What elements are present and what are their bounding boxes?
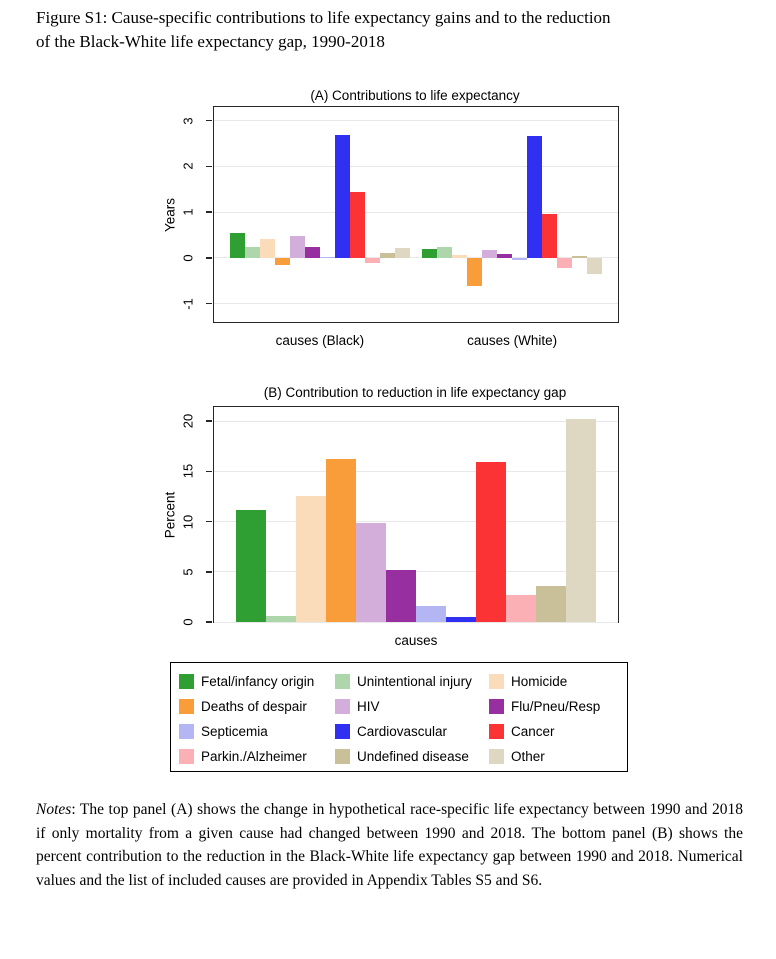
legend-item-fetal-infancy-origin [179, 674, 335, 689]
gridline-y-3 [214, 120, 618, 121]
bar-parkin-alzheimer [365, 258, 380, 263]
bar-unintentional-injury [437, 247, 452, 258]
gridline-y-2 [214, 166, 618, 167]
legend-swatch-fetal-infancy-origin [179, 674, 194, 689]
bar-deaths-of-despair [326, 459, 356, 622]
bar-undefined-disease [572, 256, 587, 258]
legend-swatch-parkin-alzheimer [179, 749, 194, 764]
legend-label-septicemia: Septicemia [201, 724, 268, 739]
legend-label-hiv: HIV [357, 699, 380, 714]
legend-grid [171, 663, 627, 769]
legend-swatch-septicemia [179, 724, 194, 739]
y-tick-15 [206, 471, 212, 473]
bar-homicide [452, 255, 467, 258]
legend-swatch-undefined-disease [335, 749, 350, 764]
bar-hiv [482, 250, 497, 258]
bar-other [395, 248, 410, 258]
legend-label-other: Other [511, 749, 545, 764]
y-tick-0 [206, 257, 212, 259]
bar-fetal-infancy-origin [422, 249, 437, 258]
legend-label-parkin-alzheimer: Parkin./Alzheimer [201, 749, 307, 764]
legend-item-undefined-disease [335, 749, 489, 764]
bar-other [587, 258, 602, 274]
gridline-y--1 [214, 303, 618, 304]
gridline-y-15 [214, 471, 618, 472]
panel-a [160, 87, 626, 352]
y-tick-1 [206, 211, 212, 213]
legend-item-homicide [489, 674, 627, 689]
legend-swatch-other [489, 749, 504, 764]
y-tick-label-0: 0 [180, 254, 196, 262]
panel-b-plot-area [162, 406, 619, 648]
legend-item-septicemia [179, 724, 335, 739]
panel-a-title: (A) Contributions to life expectancy [310, 88, 520, 103]
legend-label-flu-pneu-resp: Flu/Pneu/Resp [511, 699, 601, 714]
y-tick-label-1: 1 [180, 208, 196, 216]
y-tick-10 [206, 521, 212, 523]
x-axis-title: causes [394, 633, 438, 648]
y-axis-title: Years [162, 197, 178, 232]
bar-other [566, 419, 596, 622]
bar-cancer [350, 192, 365, 258]
y-tick-5 [206, 571, 212, 573]
bar-deaths-of-despair [467, 258, 482, 286]
y-tick-2 [206, 166, 212, 168]
figure-title [36, 6, 752, 53]
bar-flu-pneu-resp [386, 570, 416, 622]
y-tick-label-15: 15 [180, 464, 196, 479]
notes-label: Notes [36, 801, 72, 818]
legend-item-deaths-of-despair [179, 699, 335, 714]
y-tick-label-20: 20 [180, 413, 196, 429]
bar-cancer [476, 462, 506, 622]
legend-item-cancer [489, 724, 627, 739]
bar-cardiovascular [335, 135, 350, 258]
bar-hiv [356, 523, 386, 622]
legend-label-undefined-disease: Undefined disease [357, 749, 469, 764]
bar-fetal-infancy-origin [230, 233, 245, 258]
figure-title-line2: of the Black-White life expectancy gap, 1990-2018 [36, 31, 385, 51]
legend-item-cardiovascular [335, 724, 489, 739]
bar-septicemia [512, 258, 527, 260]
group-label-causes-black: causes (Black) [275, 333, 365, 348]
bar-fetal-infancy-origin [236, 510, 266, 622]
bar-cardiovascular [446, 617, 476, 622]
bar-flu-pneu-resp [305, 247, 320, 258]
panel-b-title: (B) Contribution to reduction in life expectancy gap [263, 385, 567, 400]
bar-septicemia [416, 606, 446, 622]
gridline-y-1 [214, 212, 618, 213]
y-tick-label-0: 0 [180, 618, 196, 626]
y-tick-label--1: -1 [180, 297, 196, 310]
panel-b [160, 384, 626, 649]
y-tick-label-10: 10 [180, 514, 196, 529]
legend-swatch-flu-pneu-resp [489, 699, 504, 714]
gridline-y-10 [214, 521, 618, 522]
legend-label-unintentional-injury: Unintentional injury [357, 674, 472, 689]
y-tick-20 [206, 420, 212, 422]
y-tick-label-3: 3 [180, 117, 196, 125]
bar-undefined-disease [380, 253, 395, 258]
bar-homicide [296, 496, 326, 622]
bar-undefined-disease [536, 586, 566, 622]
legend-label-fetal-infancy-origin: Fetal/infancy origin [201, 674, 315, 689]
y-tick-0 [206, 621, 212, 623]
y-tick-label-5: 5 [180, 568, 196, 576]
notes-text: : The top panel (A) shows the change in hypothetical race-specific life expectancy between 1990 and 2018 if only mortality from a given cause had changed between 1990 and 2018. The bottom panel (B) shows the percent contribution to the reduction in the Black-White life expectancy gap between 1990 and 2018. Numerical values and the list of included causes are provided in Appendix Tables S5 and S6. [36, 801, 743, 889]
legend-item-hiv [335, 699, 489, 714]
legend-label-deaths-of-despair: Deaths of despair [201, 699, 307, 714]
legend-label-homicide: Homicide [511, 674, 568, 689]
legend-swatch-homicide [489, 674, 504, 689]
legend-swatch-cancer [489, 724, 504, 739]
y-tick-3 [206, 120, 212, 122]
legend-swatch-hiv [335, 699, 350, 714]
legend-swatch-cardiovascular [335, 724, 350, 739]
notes-paragraph [36, 798, 743, 892]
bar-flu-pneu-resp [497, 254, 512, 258]
legend-item-unintentional-injury [335, 674, 489, 689]
legend [170, 662, 628, 772]
bar-unintentional-injury [245, 247, 260, 258]
panel-a-plot-area [162, 106, 619, 348]
bar-parkin-alzheimer [506, 595, 536, 622]
legend-item-other [489, 749, 627, 764]
bar-deaths-of-despair [275, 258, 290, 265]
legend-label-cancer: Cancer [511, 724, 555, 739]
y-tick--1 [206, 303, 212, 305]
legend-item-flu-pneu-resp [489, 699, 627, 714]
gridline-y-20 [214, 421, 618, 422]
bar-parkin-alzheimer [557, 258, 572, 268]
gridline-y-5 [214, 571, 618, 572]
group-label-causes-white: causes (White) [467, 333, 558, 348]
legend-swatch-deaths-of-despair [179, 699, 194, 714]
y-axis-title: Percent [162, 491, 178, 538]
bar-cardiovascular [527, 136, 542, 258]
y-tick-label-2: 2 [180, 162, 196, 171]
bar-septicemia [320, 257, 335, 258]
bar-homicide [260, 239, 275, 258]
bar-unintentional-injury [266, 616, 296, 622]
figure-title-line1: Figure S1: Cause-specific contributions to life expectancy gains and to the reduction [36, 8, 611, 27]
legend-label-cardiovascular: Cardiovascular [357, 724, 448, 739]
bar-hiv [290, 236, 305, 258]
legend-swatch-unintentional-injury [335, 674, 350, 689]
bar-cancer [542, 214, 557, 258]
legend-item-parkin-alzheimer [179, 749, 335, 764]
